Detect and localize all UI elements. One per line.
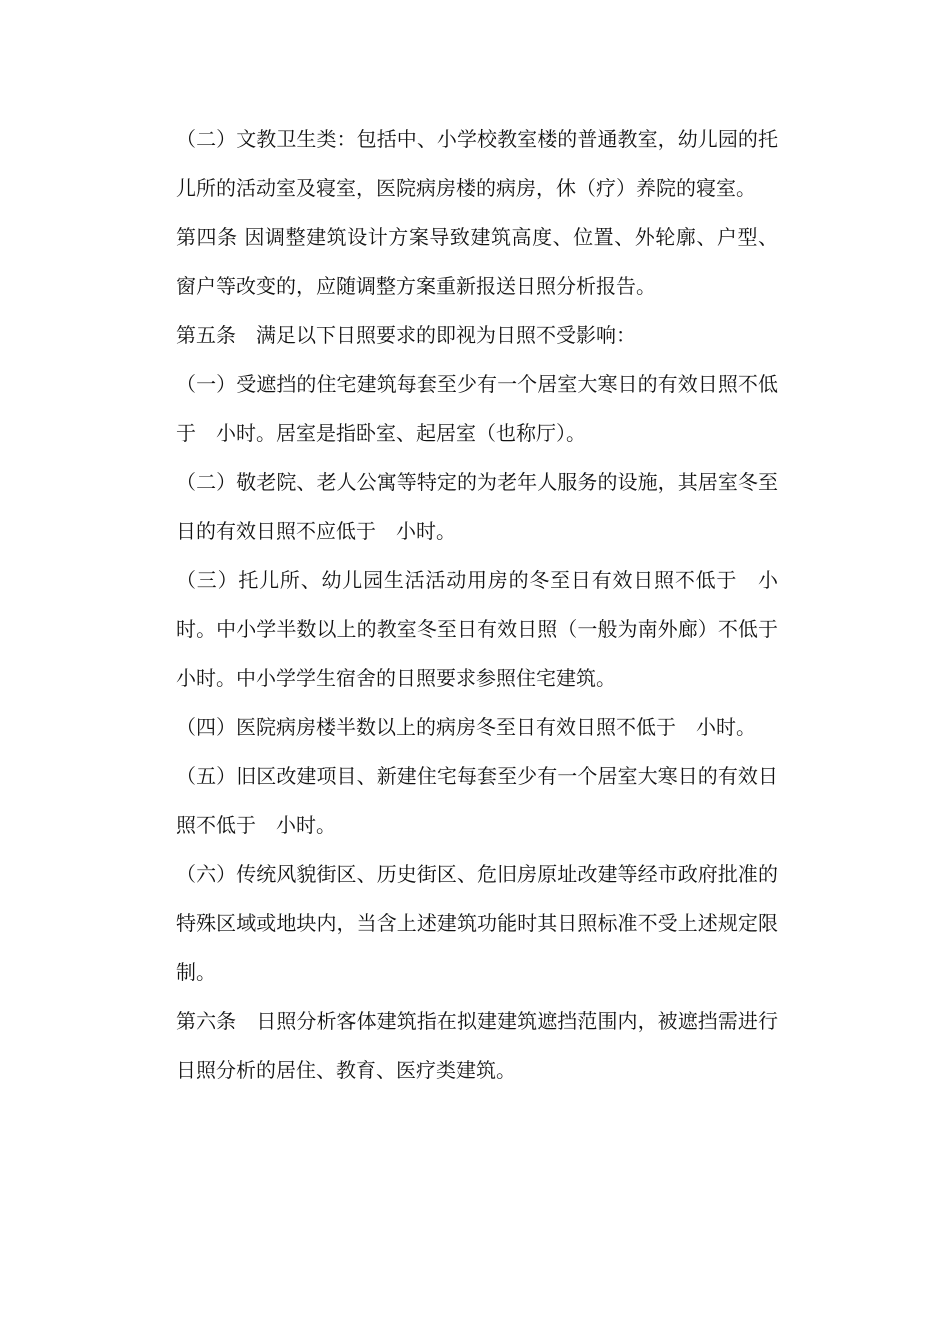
paragraph-article-4: 第四条 因调整建筑设计方案导致建筑高度、位置、外轮廓、户型、窗户等改变的，应随调整方案重新报送日照分析报告。 (176, 225, 778, 298)
paragraph-item-4: （四）医院病房楼半数以上的病房冬至日有效日照不低于 小时。 (176, 715, 756, 739)
paragraph-article-6: 第六条 日照分析客体建筑指在拟建建筑遮挡范围内，被遮挡需进行日照分析的居住、教育、医疗类建筑。 (176, 1009, 778, 1082)
paragraph-item-5: （五）旧区改建项目、新建住宅每套至少有一个居室大寒日的有效日照不低于 小时。 (176, 764, 778, 837)
paragraph-article-5: 第五条 满足以下日照要求的即视为日照不受影响： (176, 323, 636, 347)
document-body (176, 115, 798, 1095)
paragraph-item-2: （二）敬老院、老人公寓等特定的为老年人服务的设施，其居室冬至日的有效日照不应低于 小时。 (176, 470, 778, 543)
paragraph-culture-education-health: （二）文教卫生类：包括中、小学校教室楼的普通教室，幼儿园的托儿所的活动室及寝室，医院病房楼的病房，休（疗）养院的寝室。 (176, 127, 778, 200)
paragraph-item-1: （一）受遮挡的住宅建筑每套至少有一个居室大寒日的有效日照不低于 小时。居室是指卧室、起居室（也称厅）。 (176, 372, 778, 445)
paragraph-item-6: （六）传统风貌街区、历史街区、危旧房原址改建等经市政府批准的特殊区域或地块内，当含上述建筑功能时其日照标准不受上述规定限制。 (176, 862, 778, 984)
paragraph-item-3: （三）托儿所、幼儿园生活活动用房的冬至日有效日照不低于 小时。中小学半数以上的教室冬至日有效日照（一般为南外廊）不低于 小时。中小学学生宿舍的日照要求参照住宅建筑。 (176, 568, 798, 690)
